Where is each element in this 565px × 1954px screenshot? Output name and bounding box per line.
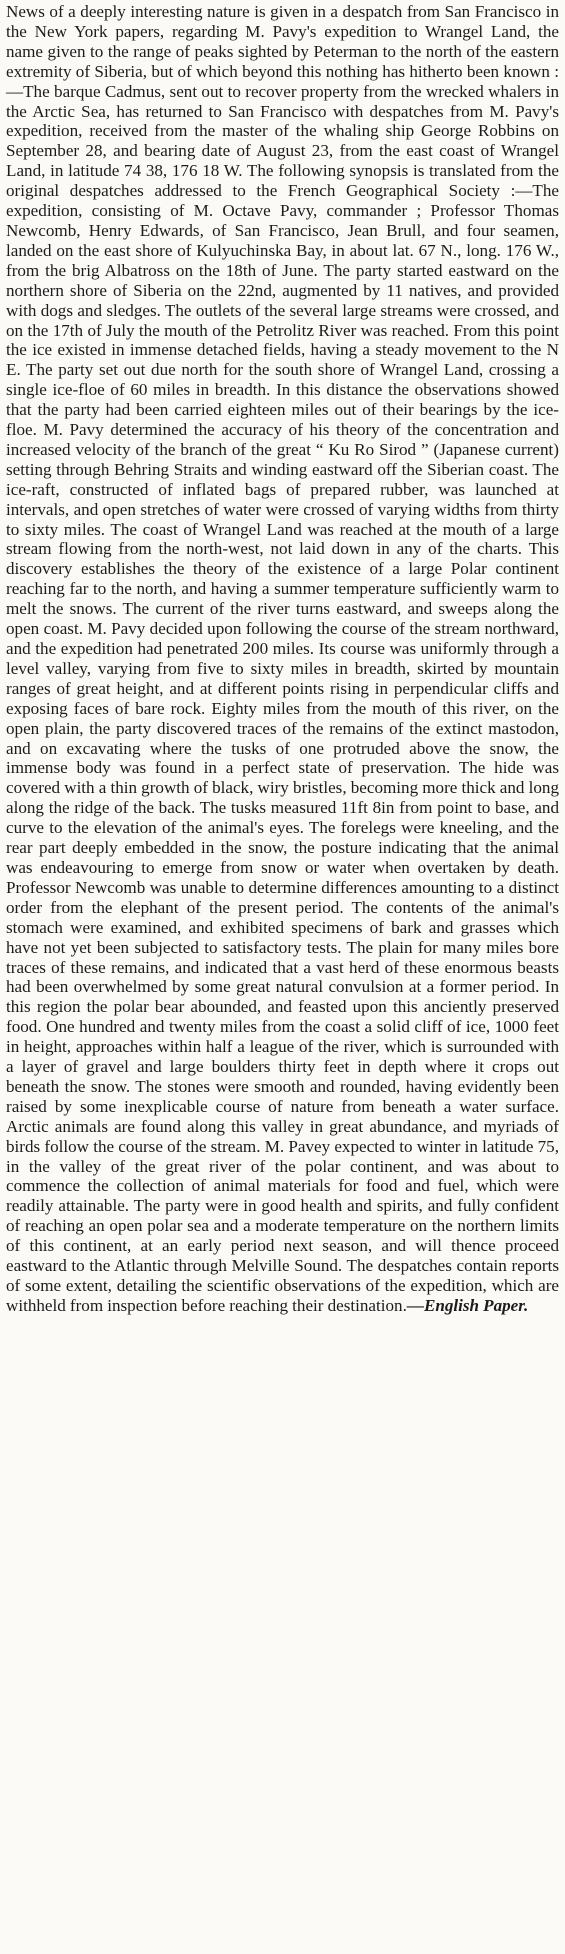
article-source-signoff: —English Paper. <box>406 1295 529 1315</box>
article-body: News of a deeply interesting nature is given in a despatch from San Francisco in the New York papers, regarding M. Pavy's expedition to Wrangel Land, the name given to the range of peaks sighted by Peterman to the north of the eastern extremity of Siberia, but of which beyond this nothing has hitherto been known :—The barque Cadmus, sent out to recover property from the wrecked whalers in the Arctic Sea, has returned to San Francisco with despatches from M. Pavy's expedition, received from the master of the whaling ship George Robbins on September 28, and bearing date of August 23, from the east coast of Wrangel Land, in latitude 74 38, 176 18 W. The following synopsis is translated from the original despatches addressed to the French Geographical Society :—The expedition, consisting of M. Octave Pavy, commander ; Professor Thomas Newcomb, Henry Edwards, of San Francisco, Jean Brull, and four seamen, landed on the east shore of Kulyuchinska Bay, in about lat. 67 N., long. 176 W., from the brig Albatross on the 18th of June. The party started eastward on the northern shore of Siberia on the 22nd, augmented by 11 natives, and provided with dogs and sledges. The outlets of the several large streams were crossed, and on the 17th of July the mouth of the Petrolitz River was reached. From this point the ice existed in immense detached fields, having a steady movement to the N E. The party set out due north for the south shore of Wrangel Land, crossing a single ice-floe of 60 miles in breadth. In this distance the observations showed that the party had been carried eighteen miles out of their bearings by the ice-floe. M. Pavy determined the accuracy of his theory of the concentration and increased velocity of the branch of the great “ Ku Ro Sirod ” (Japanese current) setting through Behring Straits and winding eastward off the Siberian coast. The ice-raft, constructed of inflated bags of prepared rubber, was launched at intervals, and open stretches of water were crossed of varying widths from thirty to sixty miles. The coast of Wrangel Land was reached at the mouth of a large stream flowing from the north-west, not laid down in any of the charts. This discovery establishes the theory of the existence of a large Polar continent reaching far to the north, and having a summer temperature sufficiently warm to melt the snows. The current of the river turns eastward, and sweeps along the open coast. M. Pavy decided upon following the course of the stream northward, and the expedition had penetrated 200 miles. Its course was uniformly through a level valley, varying from five to sixty miles in breadth, skirted by mountain ranges of great height, and at different points rising in perpendicular cliffs and exposing faces of bare rock. Eighty miles from the mouth of this river, on the open plain, the party discovered traces of the remains of the extinct mastodon, and on excavating where the tusks of one protruded above the snow, the immense body was found in a perfect state of preservation. The hide was covered with a thin growth of black, wiry bristles, becoming more thick and long along the ridge of the back. The tusks measured 11ft 8in from point to base, and curve to the elevation of the animal's eyes. The forelegs were kneeling, and the rear part deeply embedded in the snow, the posture indicating that the animal was endeavouring to emerge from snow or water when overtaken by death. Professor Newcomb was unable to determine differences amounting to a distinct order from the elephant of the present period. The contents of the animal's stomach were examined, and exhibited specimens of bark and grasses which have not yet been subjected to satisfactory tests. The plain for many miles bore traces of these remains, and indicated that a vast herd of these enormous beasts had been overwhelmed by some great natural convulsion at a former period. In this region the polar bear abounded, and feasted upon this anciently preserved food. One hundred and twenty miles from the coast a solid cliff of ice, 1000 feet in height, approaches within half a league of the river, which is surrounded with a layer of gravel and large boulders thirty feet in depth where it crops out beneath the snow. The stones were smooth and rounded, having evidently been raised by some inexplicable course of nature from beneath a water surface. Arctic animals are found along this valley in great abundance, and myriads of birds follow the course of the stream. M. Pavey expected to winter in latitude 75, in the valley of the great river of the polar continent, and was about to commence the collection of animal materials for food and fuel, which were readily attainable. The party were in good health and spirits, and fully confident of reaching an open polar sea and a moderate temperature on the northern limits of this continent, at an early period next season, and will thence proceed eastward to the Atlantic through Melville Sound. The despatches contain reports of some extent, detailing the scientific observations of the expedition, which are withheld from inspection before reaching their destination. <box>6 2 559 1315</box>
article-paragraph <box>6 2 559 1316</box>
